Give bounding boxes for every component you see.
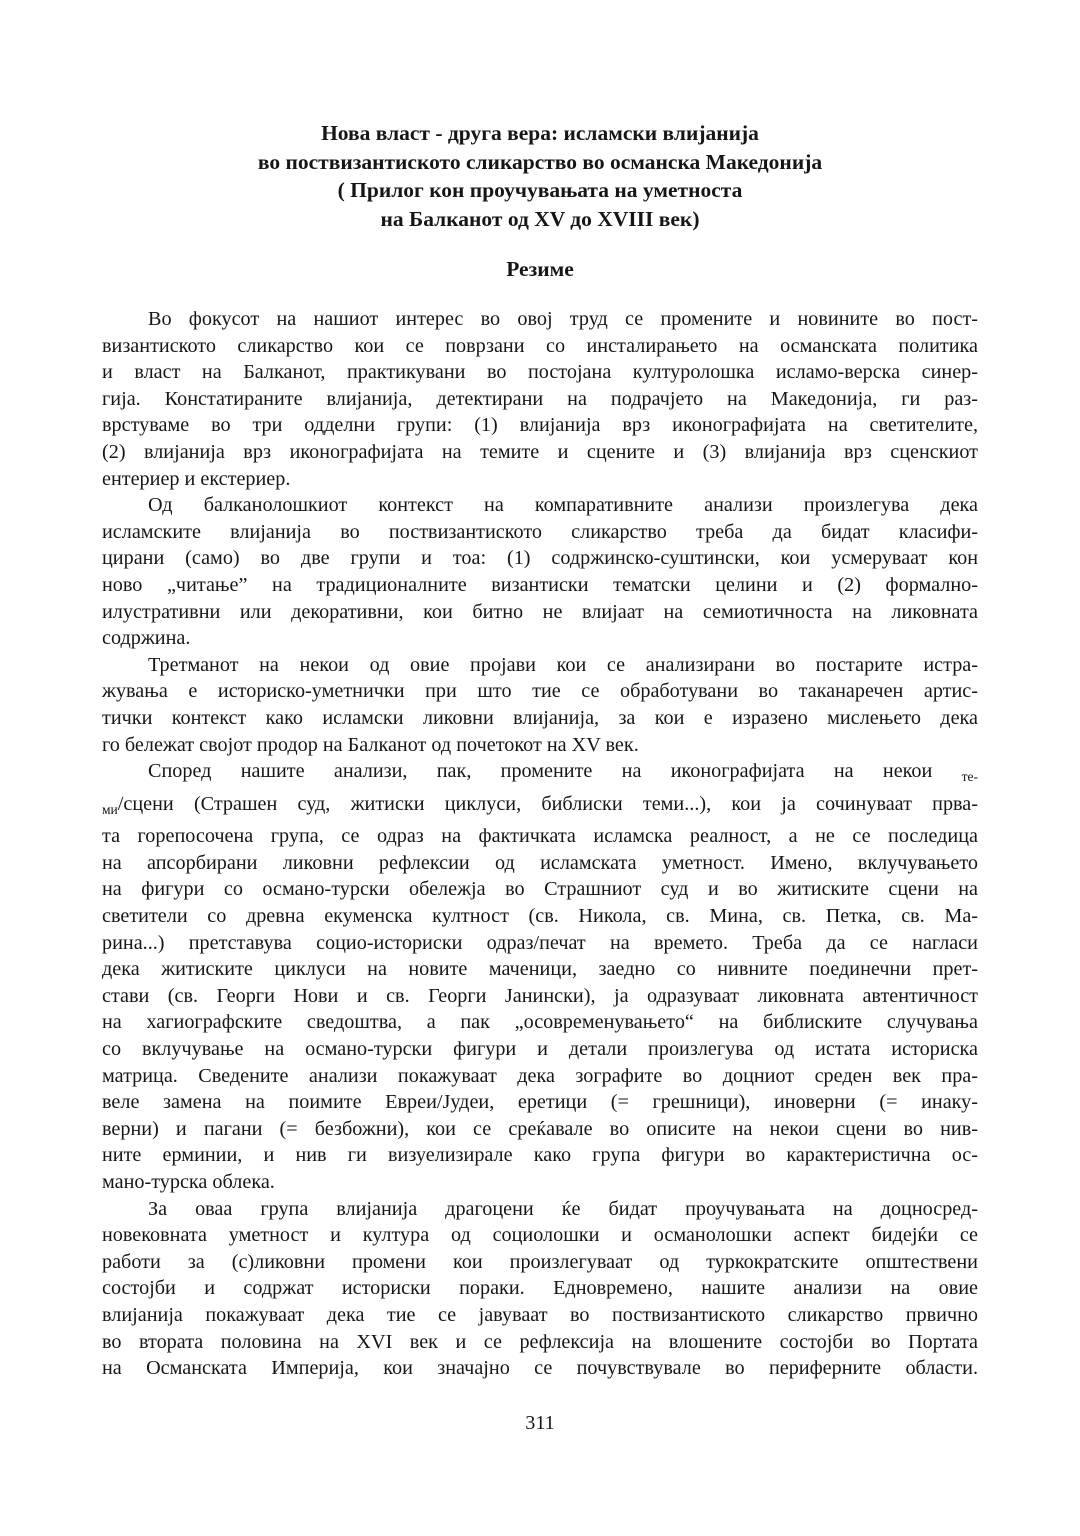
text-line	[102, 903, 978, 930]
paragraph	[102, 306, 978, 492]
text-line	[102, 758, 978, 791]
text-line	[102, 1036, 978, 1063]
text-segment: состојби и содржат историски пораки. Едновремено, нашите анализи на овие	[102, 1277, 978, 1300]
text-line	[102, 545, 978, 572]
text-segment: го бележат својот продор на Балканот од почетокот на XV век.	[102, 733, 639, 756]
text-segment: на Османската Империја, кои значајно се почувствувале во периферните области.	[102, 1357, 978, 1380]
text-segment: на хагиографските сведоштва, а пак „осовременувањето“ на библиските случувања	[102, 1011, 978, 1034]
paragraph	[102, 492, 978, 652]
text-line	[102, 1275, 978, 1302]
text-segment: тички контекст како исламски ликовни влијанија, за кои е изразено мислењето дека	[102, 706, 978, 729]
text-segment: Во фокусот на нашиот интерес во овој труд се промените и новините во пост-	[148, 308, 978, 330]
text-line	[102, 386, 978, 413]
text-line	[102, 1249, 978, 1276]
text-line	[102, 678, 978, 705]
text-segment: во втората половина на XVI век и се рефлексија на влошените состојби во Портата	[102, 1330, 978, 1353]
text-line	[102, 306, 978, 333]
article-title	[102, 119, 978, 234]
text-segment: илустративни или декоративни, кои битно не влијаат на семиотичноста на ликовната	[102, 600, 978, 623]
text-segment: и власт на Балканот, практикувани во постојана културолошка исламо-верска синер-	[102, 361, 978, 384]
subscript-text: те-	[961, 769, 978, 785]
text-line	[102, 412, 978, 439]
text-line	[102, 519, 978, 546]
text-line	[102, 652, 978, 679]
text-segment: За оваа група влијанија драгоцени ќе бидат проучувањата на доцносред-	[148, 1197, 978, 1220]
text-line	[102, 732, 978, 759]
text-segment: та горепосочена група, се одраз на фактичката исламска реалност, а не се последица	[102, 825, 978, 848]
text-segment: врстуваме во три одделни групи: (1) влијанија врз иконографијата на светителите,	[102, 414, 978, 437]
paragraph	[102, 758, 978, 1196]
text-line	[102, 1329, 978, 1356]
text-segment: Според нашите анализи, пак, промените на иконографијата на некои	[148, 760, 962, 783]
text-line	[102, 1196, 978, 1223]
text-segment: на апсорбирани ликовни рефлексии од исламската уметност. Имено, вклучувањето	[102, 851, 978, 874]
text-line	[102, 333, 978, 360]
text-segment: ентериер и екстериер.	[102, 467, 291, 490]
title-line: ( Прилог кон проучувањата на уметноста	[337, 178, 743, 203]
text-line	[102, 983, 978, 1010]
text-line	[102, 466, 978, 493]
text-line	[102, 1222, 978, 1249]
text-line	[102, 1142, 978, 1169]
text-line	[102, 1302, 978, 1329]
text-line	[102, 1009, 978, 1036]
text-line	[102, 439, 978, 466]
text-line	[102, 705, 978, 732]
title-line: на Балканот од XV до XVIII век)	[380, 207, 700, 232]
text-segment: новековната уметност и култура од социолошки и османолошки аспект бидејќи се	[102, 1224, 978, 1247]
text-segment: рина...) претставува социо-историски одраз/печат на времето. Треба да се нагласи	[102, 931, 978, 954]
text-line	[102, 599, 978, 626]
text-segment: Од балканолошкиот контекст на компаративните анализи произлегува дека	[148, 494, 978, 517]
text-segment: матрица. Сведените анализи покажуваат дека зографите во доцниот среден век пра-	[102, 1064, 978, 1087]
text-segment: (2) влијанија врз иконографијата на темите и сцените и (3) влијанија врз сценскиот	[102, 440, 978, 463]
text-segment: /сцени (Страшен суд, житиски циклуси, библиски теми...), кои ја сочинуваат прва-	[117, 792, 978, 815]
subscript-text: ми	[102, 801, 118, 817]
paragraph	[102, 652, 978, 758]
text-line	[102, 572, 978, 599]
text-line	[102, 791, 978, 824]
text-segment: мано-турска облека.	[102, 1171, 275, 1193]
text-line	[102, 1063, 978, 1090]
text-segment: ните ерминии, и нив ги визуелизирале како група фигури во карактеристична ос-	[102, 1144, 978, 1167]
page-number: 311	[525, 1412, 555, 1434]
title-line: во поствизантиското сликарство во османска Македонија	[257, 149, 823, 174]
text-line	[102, 1355, 978, 1382]
text-line	[102, 876, 978, 903]
text-segment: жувања е историско-уметнички при што тие се обработувани во таканаречен артис-	[102, 680, 978, 703]
text-segment: Третманот на некои од овие пројави кои се анализирани во постарите истра-	[148, 653, 978, 676]
text-segment: содржина.	[102, 627, 191, 650]
text-segment: верни) и пагани (= безбожни), кои се среќавале во описите на некои сцени во нив-	[102, 1117, 978, 1140]
text-segment: со вклучување на османо-турски фигури и детали произлегува од истата историска	[102, 1038, 978, 1061]
summary-heading: Резиме	[506, 257, 574, 281]
text-line	[102, 625, 978, 652]
text-segment: гија. Констатираните влијанија, детектирани на подрачјето на Македонија, ги раз-	[102, 387, 978, 410]
text-line	[102, 492, 978, 519]
text-line	[102, 1089, 978, 1116]
text-segment: стави (св. Георги Нови и св. Георги Јанински), ја одразуваат ликовната автентичност	[102, 984, 978, 1007]
text-segment: светители со древна екуменска култност (св. Никола, св. Мина, св. Петка, св. Ма-	[102, 905, 978, 928]
text-segment: работи за (с)ликовни промени кои произлегуваат од туркократските општествени	[102, 1250, 978, 1273]
text-segment: влијанија покажуваат дека тие се јавуваат во поствизантиското сликарство првично	[102, 1303, 978, 1326]
summary-body	[102, 306, 978, 1382]
text-line	[102, 359, 978, 386]
text-segment: на фигури со османо-турски обележја во Страшниот суд и во житиските сцени на	[102, 878, 978, 901]
text-line	[102, 850, 978, 877]
text-line	[102, 823, 978, 850]
text-segment: цирани (само) во две групи и тоа: (1) содржинско-суштински, кои усмеруваат кон	[102, 547, 978, 570]
title-line: Нова власт - друга вера: исламски влијанија	[321, 121, 759, 145]
text-line	[102, 1116, 978, 1143]
text-segment: дека житиските циклуси на новите маченици, заедно со нивните поединечни прет-	[102, 958, 978, 981]
text-segment: византиското сликарство кои се поврзани со инсталирањето на османската политика	[102, 334, 978, 357]
text-line	[102, 956, 978, 983]
text-segment: ново „читање” на традиционалните византиски тематски целини и (2) формално-	[102, 573, 978, 596]
paragraph	[102, 1196, 978, 1382]
text-line	[102, 930, 978, 957]
text-segment: исламските влијанија во поствизантиското сликарство треба да бидат класифи-	[102, 520, 978, 543]
text-segment: веле замена на поимите Евреи/Јудеи, еретици (= грешници), иноверни (= инаку-	[102, 1091, 978, 1114]
text-line	[102, 1169, 978, 1196]
